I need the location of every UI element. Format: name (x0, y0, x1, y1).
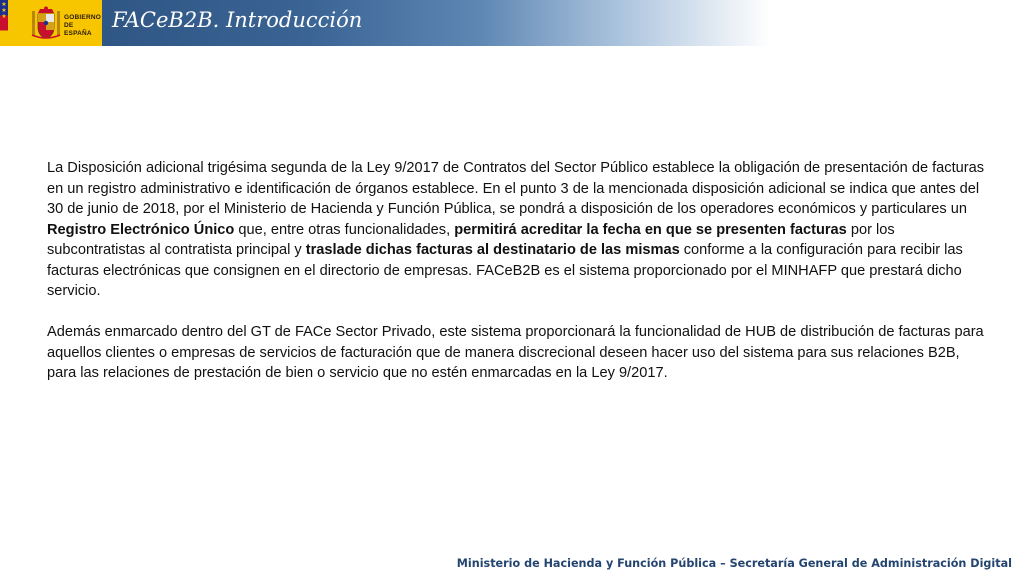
paragraph-1 (47, 158, 992, 302)
eu-flag-strip (0, 0, 8, 46)
coat-of-arms-icon (28, 5, 64, 41)
p1-text-2: que, entre otras funcionalidades, (234, 221, 455, 238)
p1-text-4: conforme a la configuración para recibir las facturas electrónicas que consignen en el directorio de empresas. FACeB2B es el sistema proporcionado por el MINHAFP que prestará dicho servicio. (47, 242, 963, 299)
page-title: FACeB2B. Introducción (112, 8, 363, 32)
p1-bold-1: Registro Electrónico Único (47, 221, 235, 238)
logo-line-1: GOBIERNO (64, 14, 101, 21)
body-text (47, 158, 992, 404)
p1-text-3: por los subcontratistas al contratista principal y (47, 221, 895, 258)
paragraph-2: Además enmarcado dentro del GT de FACe Sector Privado, este sistema proporcionará la funcionalidad de HUB de distribución de facturas para aquellos clientes o empresas de servicios de facturación que de manera discrecional deseen hacer uso del sistema para sus relaciones B2B, para las relaciones de prestación de bien o servicio que no estén enmarcadas en la Ley 9/2017. (47, 324, 984, 381)
footer-text: Ministerio de Hacienda y Función Pública – Secretaría General de Administración Digital (456, 557, 1012, 570)
gobierno-de-espana-logo (8, 0, 102, 46)
p1-text-1: La Disposición adicional trigésima segunda de la Ley 9/2017 de Contratos del Sector Público establece la obligación de presentación de facturas en un registro administrativo e identificación de órganos establece. En el punto 3 de la mencionada disposición adicional se indica que antes del 30 de junio de 2018, por el Ministerio de Hacienda y Función Pública, se pondrá a disposición de los operadores económicos y particulares un (47, 160, 985, 217)
logo-text (64, 14, 102, 38)
logo-line-2: DE ESPAÑA (64, 22, 92, 37)
eu-stars-icon: ★ ★ ★ (1, 1, 7, 20)
p1-bold-3: traslade dichas facturas al destinatario de las mismas (305, 242, 680, 258)
p1-bold-2: permitirá acreditar la fecha en que se presenten facturas (454, 221, 847, 238)
